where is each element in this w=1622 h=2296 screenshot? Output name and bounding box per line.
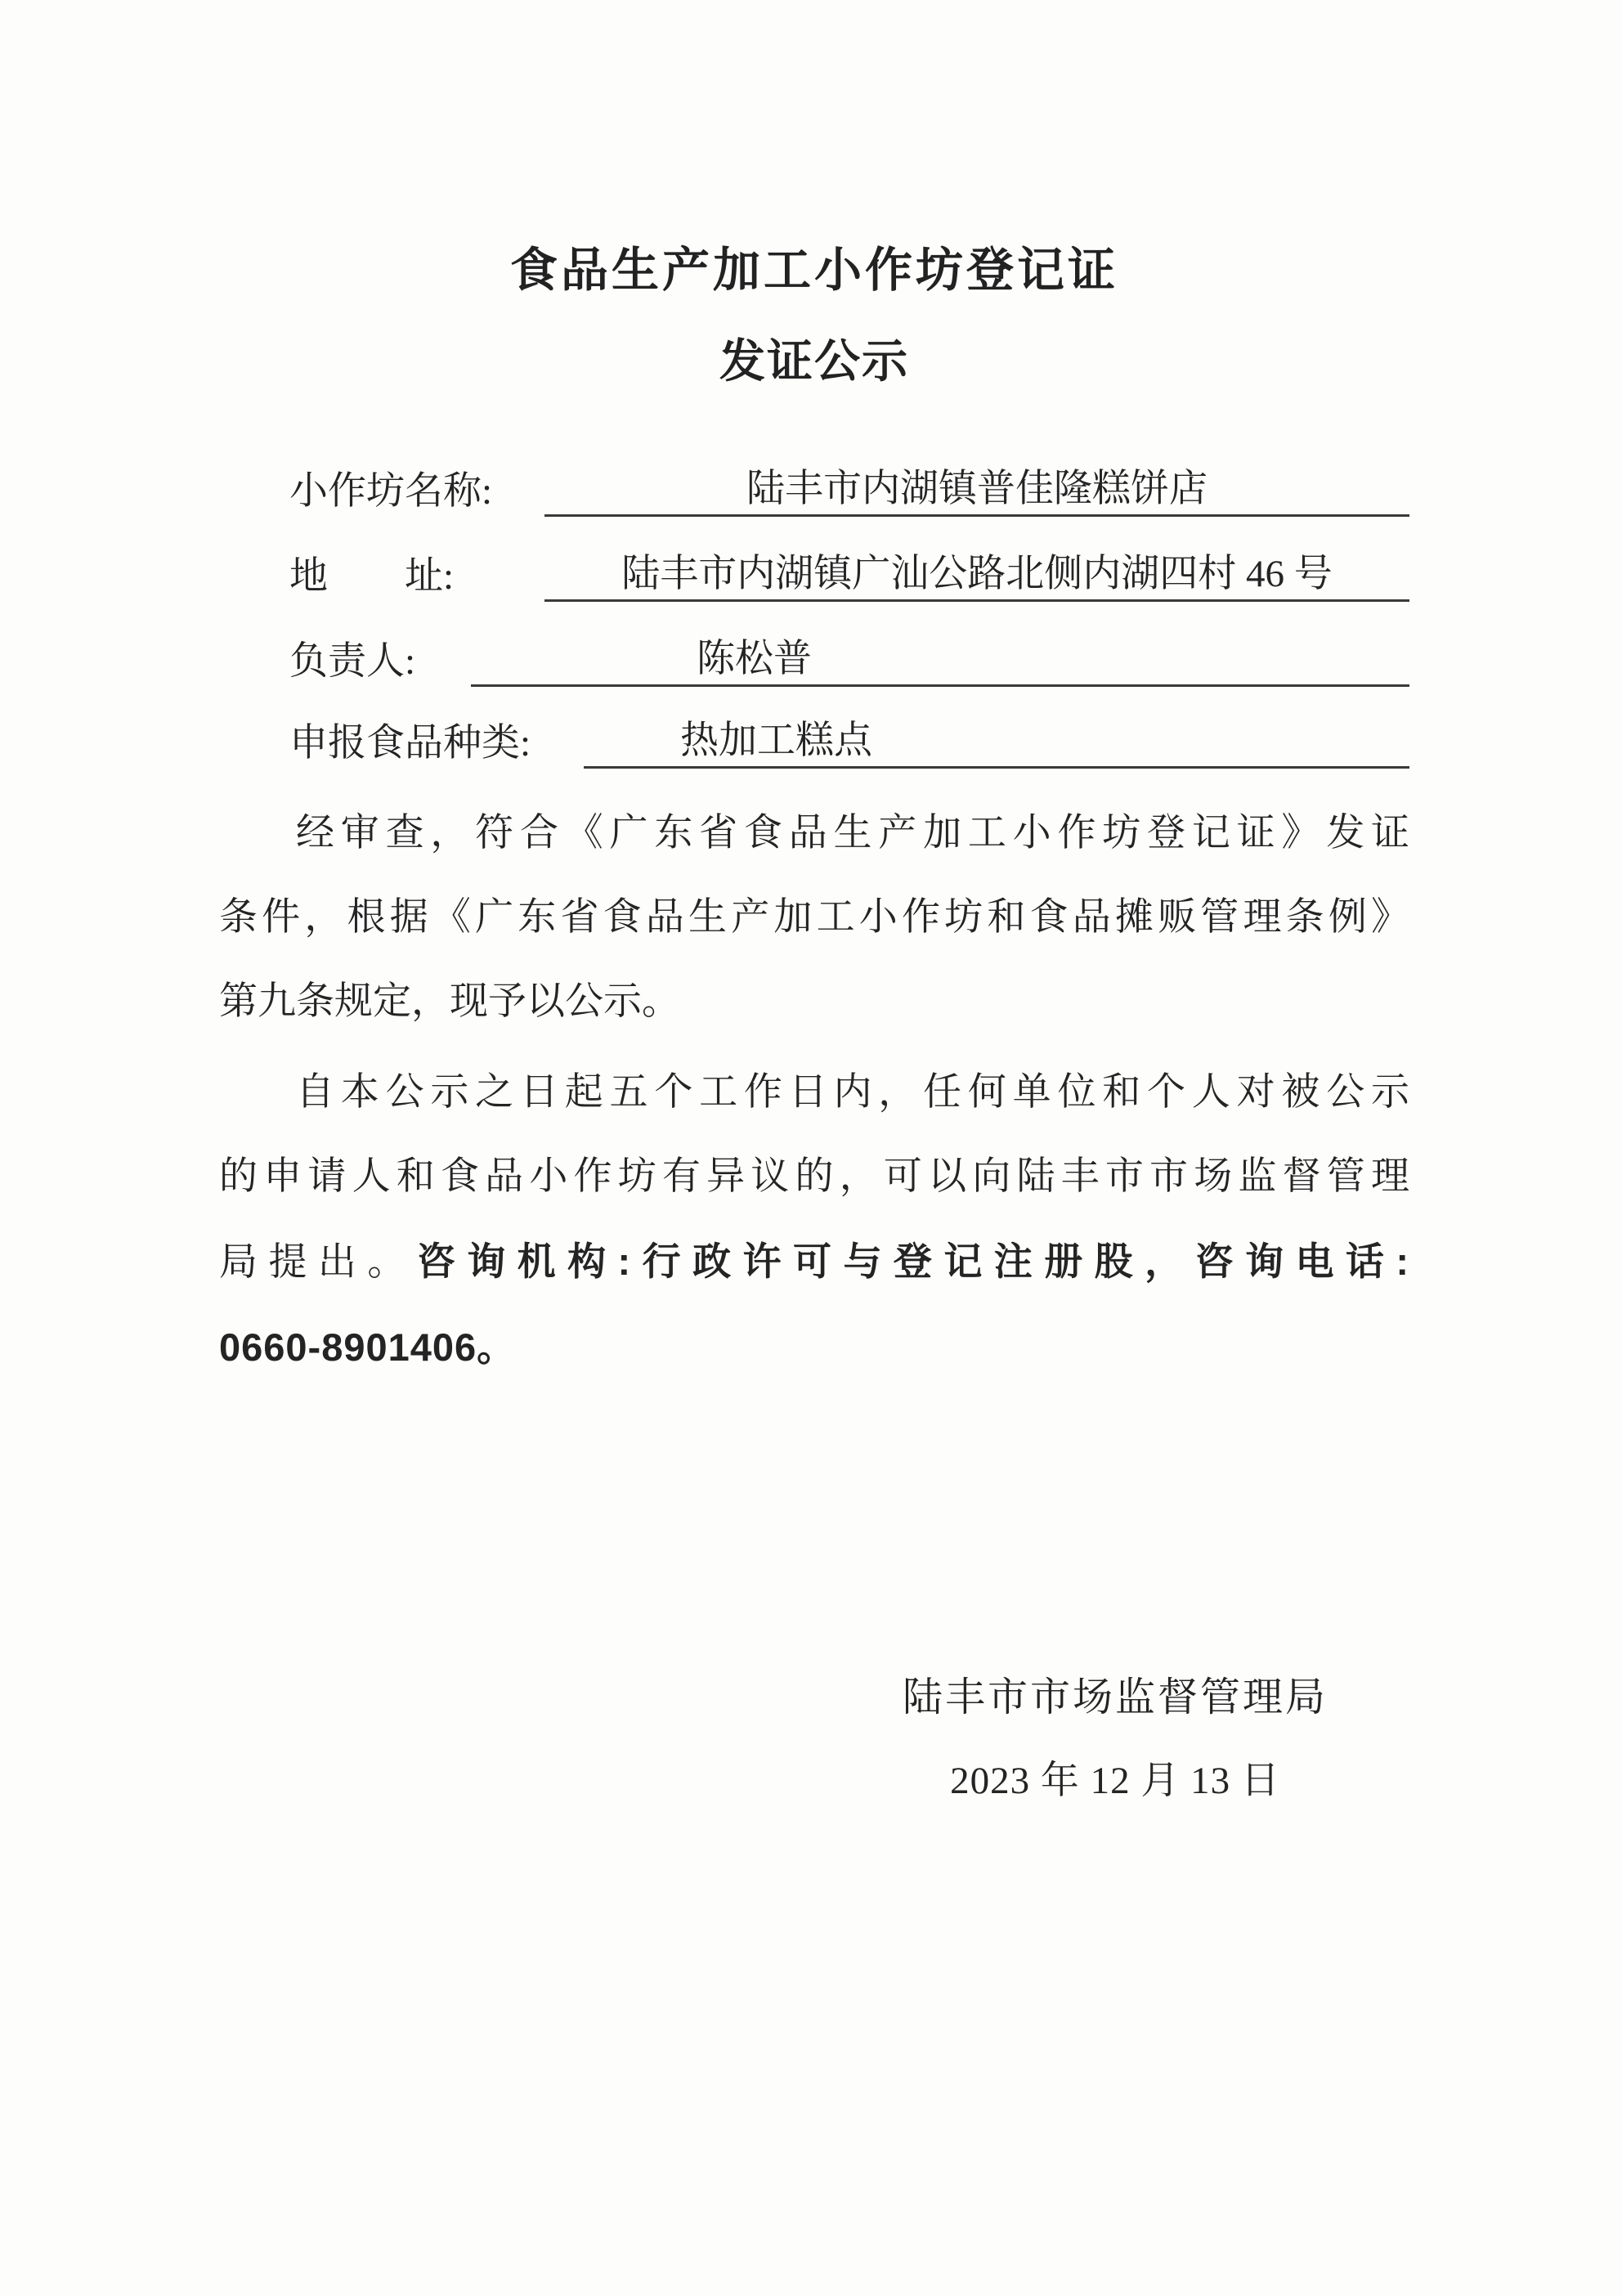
address-value: 陆丰市内湖镇广汕公路北侧内湖四村 46 号 bbox=[621, 553, 1333, 595]
food-category-underline bbox=[584, 710, 1409, 769]
food-category-value: 热加工糕点 bbox=[680, 720, 872, 762]
body-line: 经审查，符合《广东省食品生产加工小作坊登记证》发证 bbox=[296, 812, 1409, 854]
document-subtitle: 发证公示 bbox=[719, 335, 909, 387]
workshop-name-value: 陆丰市内湖镇普佳隆糕饼店 bbox=[746, 468, 1208, 510]
field-row-person-in-charge bbox=[219, 625, 1409, 710]
signature-agency: 陆丰市市场监督管理局 bbox=[902, 1675, 1328, 1720]
body-line: 第九条规定，现予以公示。 bbox=[219, 980, 680, 1023]
field-row-food-category bbox=[219, 710, 1409, 791]
consult-phone-bold-run: 0660-8901406。 bbox=[219, 1325, 517, 1369]
workshop-name-underline bbox=[544, 458, 1409, 517]
food-category-label: 申报食品种类: bbox=[289, 722, 531, 765]
signature-block bbox=[903, 1655, 1328, 1823]
paragraph-review bbox=[219, 791, 1409, 1044]
address-underline bbox=[544, 543, 1409, 602]
body-line bbox=[219, 1305, 1409, 1391]
workshop-name-label: 小作坊名称: bbox=[289, 470, 493, 513]
document-title: 食品生产加工小作坊登记证 bbox=[509, 244, 1118, 297]
person-in-charge-underline bbox=[471, 628, 1409, 687]
body-line: 自本公示之日起五个工作日内，任何单位和个人对被公示 bbox=[296, 1071, 1409, 1114]
signature-date: 2023 年 12 月 13 日 bbox=[950, 1760, 1280, 1802]
document-content bbox=[0, 245, 1622, 1823]
paragraph-objection bbox=[219, 1051, 1409, 1391]
field-row-workshop-name bbox=[219, 455, 1409, 540]
address-label: 地 址: bbox=[289, 555, 455, 598]
fields-section bbox=[219, 455, 1409, 791]
body-section bbox=[219, 791, 1409, 1391]
consult-org-bold-run: 咨询机构:行政许可与登记注册股，咨询电话: bbox=[416, 1240, 1409, 1283]
body-line bbox=[219, 1219, 1409, 1305]
body-line: 的申请人和食品小作坊有异议的，可以向陆丰市市场监督管理 bbox=[219, 1155, 1409, 1198]
person-in-charge-label: 负责人: bbox=[289, 640, 416, 683]
body-line-normal-run: 局提出。 bbox=[219, 1241, 417, 1284]
person-in-charge-value: 陈松普 bbox=[697, 638, 812, 680]
body-line: 条件，根据《广东省食品生产加工小作坊和食品摊贩管理条例》 bbox=[219, 896, 1409, 939]
field-row-address bbox=[219, 540, 1409, 625]
